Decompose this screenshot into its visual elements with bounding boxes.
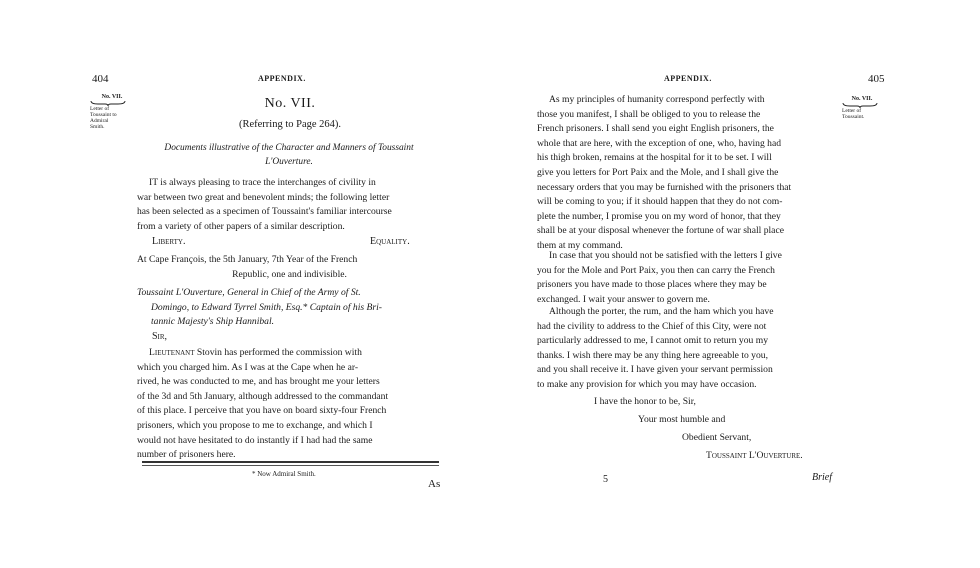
side-note-title: No. VII. <box>851 96 873 102</box>
text-line: to make any provision for which you may have occasion. <box>537 378 757 390</box>
text-line: has been selected as a specimen of Toussaint's familiar intercourse <box>137 206 392 218</box>
right-side-note <box>842 96 882 120</box>
text-line: you for the Mole and Port Paix, you then can carry the French <box>537 264 775 276</box>
text-line: his thigh broken, remains at the hospital for it to be set. I will <box>537 152 772 164</box>
right-paragraph-2 <box>537 249 837 307</box>
left-running-head: APPENDIX. <box>258 74 306 83</box>
text-line: of the 3d and 5th January, although addressed to the commandant <box>137 390 389 402</box>
text-line: war between two great and benevolent minds; the following letter <box>137 191 390 203</box>
text-line: whole that are here, with the exception of one, who, having had <box>537 137 782 149</box>
text-line: At Cape François, the 5th January, 7th Year of the French <box>137 254 358 265</box>
side-note-title: No. VII. <box>101 94 123 100</box>
page-reference: (Referring to Page 264). <box>238 119 342 130</box>
text-line: As my principles of humanity correspond perfectly with <box>549 94 765 105</box>
letter-paragraph-1 <box>137 346 442 463</box>
text-line <box>137 346 442 361</box>
subtitle-line: L'Ouverture. <box>265 156 313 167</box>
closing-line-1: I have the honor to be, Sir, <box>594 396 696 407</box>
text-line: French prisoners. I shall send you eight English prisoners, the <box>537 123 774 135</box>
side-note-line: Toussaint to <box>90 112 117 118</box>
right-page-number: 405 <box>868 73 885 85</box>
text-line: shall be at your disposal whenever the fortune of war shall place <box>537 225 784 237</box>
side-note-line: Letter of <box>842 108 862 114</box>
text-line: exchanged. I wait your answer to govern me. <box>537 293 710 305</box>
side-note-line: Toussaint. <box>842 114 865 120</box>
motto-liberty: Liberty. <box>152 236 186 247</box>
text-line: In case that you should not be satisfied with the letters I give <box>549 250 782 261</box>
text-line: Although the porter, the rum, and the ham which you have <box>549 306 774 317</box>
text-line: necessary orders that you may be furnished with the prisoners that <box>537 181 792 193</box>
left-page-number: 404 <box>92 73 109 85</box>
footnote-rule <box>142 461 439 463</box>
text-line: Republic, one and indivisible. <box>232 268 347 280</box>
text-line: particularly addressed to me, I cannot omit to return you my <box>537 335 768 347</box>
right-running-head: APPENDIX. <box>664 74 712 83</box>
side-note-line: Admiral <box>90 118 109 124</box>
letter-address <box>137 286 442 330</box>
text-line: plete the number, I promise you on my word of honor, that they <box>537 210 781 222</box>
motto-equality: Equality. <box>370 236 410 247</box>
right-paragraph-1 <box>537 93 837 254</box>
line-rest: Stovin has performed the commission with <box>196 347 362 358</box>
salutation: Sir, <box>152 331 168 342</box>
side-note-line: Letter of <box>90 106 110 112</box>
text-line: number of prisoners here. <box>137 449 236 461</box>
text-line: give you letters for Port Paix and the Mole, and I shall give the <box>537 166 779 178</box>
intro-paragraph <box>137 176 442 234</box>
right-paragraph-3 <box>537 305 837 393</box>
dateline <box>137 253 442 282</box>
side-note-line: Smith. <box>90 124 105 130</box>
text-line: of this place. I perceive that you have on board sixty-four French <box>137 405 387 417</box>
left-side-note <box>90 94 134 130</box>
first-word: Lieutenant <box>149 347 195 358</box>
closing-line-3: Obedient Servant, <box>682 432 752 443</box>
text-line: Toussaint L'Ouverture, General in Chief of the Army of St. <box>137 287 361 298</box>
text-line: Domingo, to Edward Tyrrel Smith, Esq.* Captain of his Bri- <box>151 301 382 313</box>
text-line: thanks. I wish there may be any thing here agreeable to you, <box>537 349 768 361</box>
text-line: prisoners you have made to those places where they may be <box>537 279 767 291</box>
text-line: tannic Majesty's Ship Hannibal. <box>151 316 275 328</box>
document-subtitle <box>130 142 448 169</box>
subtitle-line: Documents illustrative of the Character and Manners of Toussaint <box>164 143 414 153</box>
text-line: which you charged him. As I was at the Cape when he ar- <box>137 361 359 373</box>
closing-line-2: Your most humble and <box>638 414 726 425</box>
text-line: and you shall receive it. I have given your servant permission <box>537 364 773 376</box>
text-line: them at my command. <box>537 239 623 251</box>
footnote-rule-thin <box>142 465 439 466</box>
text-line: from a variety of other papers of a similar description. <box>137 220 345 232</box>
text-line: would not have hesitated to do instantly if I had had the same <box>137 434 373 446</box>
signature-mark: 5 <box>603 474 608 485</box>
signature: Toussaint L'Ouverture. <box>706 450 803 461</box>
catchword: Brief <box>812 472 832 483</box>
footnote: * Now Admiral Smith. <box>252 470 316 478</box>
catchword: As <box>428 478 441 490</box>
text-line: will be coming to you; if it should happen that they do not com- <box>537 196 783 208</box>
text-line: prisoners, which you propose to me to exchange, and which I <box>137 419 373 431</box>
appendix-heading: No. VII. <box>264 96 316 111</box>
text-line: had the civility to address to the Chief of this City, were not <box>537 320 767 332</box>
text-line: IT is always pleasing to trace the interchanges of civility in <box>149 177 376 188</box>
text-line: rived, he was conducted to me, and has brought me your letters <box>137 376 380 388</box>
text-line: those you manifest, I shall be obliged to you to release the <box>537 108 761 120</box>
